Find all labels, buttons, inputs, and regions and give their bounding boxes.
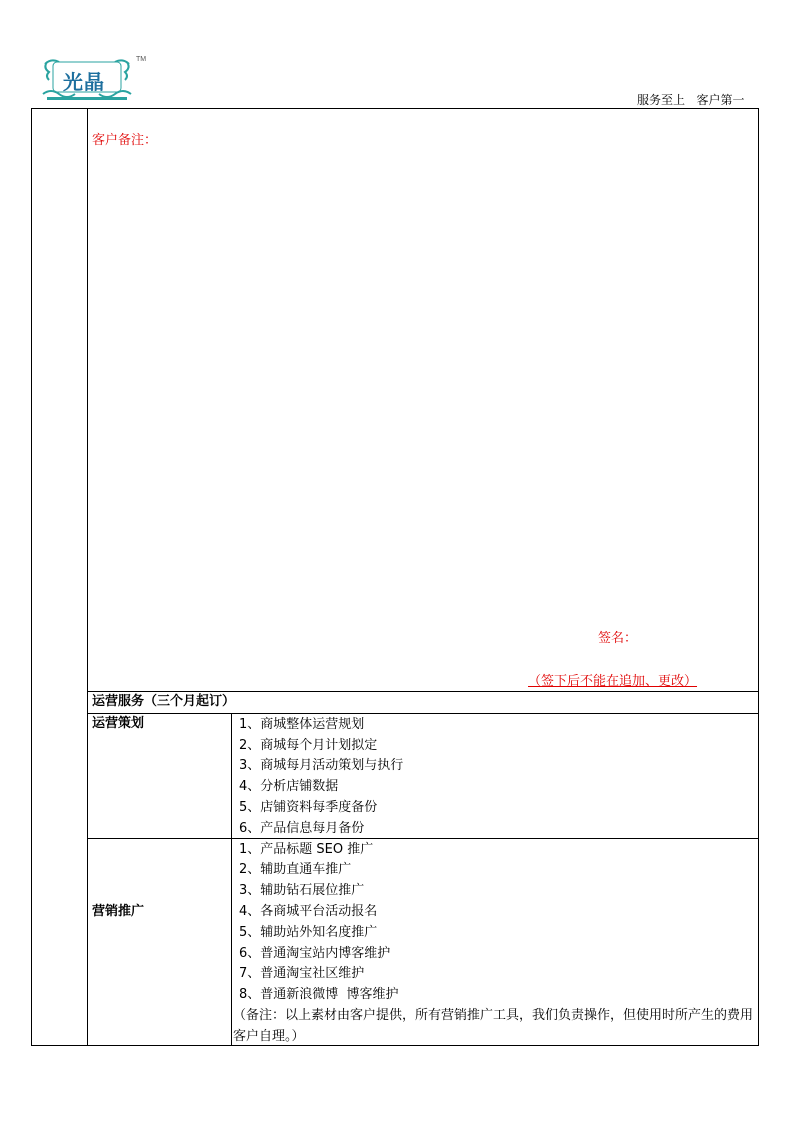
list-item: 5、辅助站外知名度推广 [239, 925, 378, 940]
section-title: 运营服务（三个月起订） [92, 694, 236, 709]
slogan: 服务至上 客户第一 [637, 93, 745, 107]
list-item: 3、辅助钻石展位推广 [239, 883, 365, 898]
list-item: 2、辅助直通车推广 [239, 862, 352, 877]
list-item: 3、商城每月活动策划与执行 [239, 758, 404, 773]
marketing-note: （备注：以上素材由客户提供，所有营销推广工具，我们负责操作，但使用时所产生的费用客户自理。） [233, 1008, 754, 1044]
remarks-bottom-line [87, 691, 759, 692]
trademark-mark: TM [136, 56, 147, 63]
planning-label: 运营策划 [92, 716, 145, 731]
list-item: 2、商城每个月计划拟定 [239, 738, 378, 753]
list-item: 5、店铺资料每季度备份 [239, 800, 378, 815]
remarks-label: 客户备注： [92, 133, 158, 148]
list-item: 8、普通新浪微博 博客维护 [239, 987, 399, 1002]
marketing-label: 营销推广 [92, 904, 145, 919]
left-column-divider [87, 108, 88, 1046]
signature-note: （签下后不能在追加、更改） [528, 674, 698, 689]
signature-label: 签名： [598, 631, 638, 646]
planning-bottom-line [87, 838, 759, 839]
label-column-divider [231, 713, 232, 1046]
list-item: 6、普通淘宝站内博客维护 [239, 946, 391, 961]
list-item: 1、商城整体运营规划 [239, 717, 365, 732]
list-item: 4、各商城平台活动报名 [239, 904, 378, 919]
list-item: 4、分析店铺数据 [239, 779, 339, 794]
section-title-bottom-line [87, 713, 759, 714]
list-item: 7、普通淘宝社区维护 [239, 966, 365, 981]
logo-text: 光晶 [63, 70, 105, 94]
list-item: 1、产品标题 SEO 推广 [239, 842, 374, 857]
company-logo [41, 54, 133, 104]
list-item: 6、产品信息每月备份 [239, 821, 365, 836]
